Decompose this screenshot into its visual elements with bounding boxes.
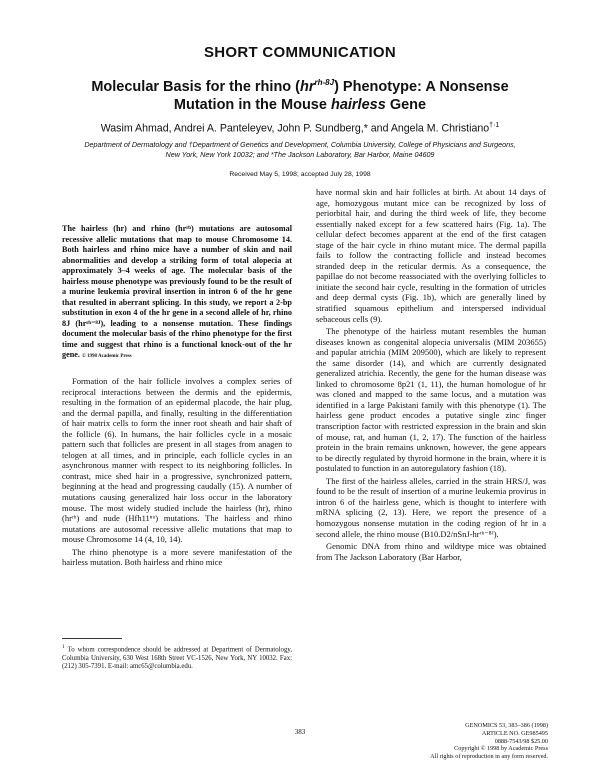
footnote-divider (62, 638, 122, 639)
title-part-b: ) Phenotype: A Nonsense (334, 78, 509, 95)
paragraph: The phenotype of the hairless mutant resembles the human diseases known as congenital alopecia universalis (MIM 203655) and papular atrichia (MIM 209500), which are likely to represent the same disorder (14), and which are currently designated generalized atrichia. Recently, the gene for the human disease was linked to chromosome 8p21 (1, 11), the human homologue of hr was cloned and mapped to the same locus, and a mutation was identified in a large Pakistani family with this phenotype (1). The hairless gene product encodes a putative single zinc finger transcription factor with restricted expression in the brain and skin of mouse, rat, and human (1, 2, 17). The function of the hairless protein in the brain remains unknown, however, the gene appears to be directly regulated by thyroid hormone in the brain, where it is postulated to function in an autoregulatory fashion (18). (316, 326, 546, 474)
article-number: ARTICLE NO. GE985495 (481, 729, 548, 737)
title-gene-symbol: hr (300, 78, 315, 95)
abstract (62, 224, 292, 363)
left-column-body (62, 376, 292, 570)
abstract-text: The hairless (hr) and rhino (hrʳʰ) mutations are autosomal recessive allelic mutations that map to mouse Chromosome 14. Both hairless and rhino mice have a number of skin and nail abnormalities and develop a striking form of total alopecia at approximately 3–4 weeks of age. The molecular basis of the hairless mouse phenotype was previously found to be the result of a murine leukemia proviral insertion in intron 6 of the hr gene that resulted in aberrant splicing. In this study, we report a 2-bp substitution in exon 4 of the hr gene in a second allele of hr, rhino 8J (hrʳʰ⁻⁸ᴶ), leading to a nonsense mutation. These findings document the molecular basis of the rhino phenotype for the first time and suggest that rhino is a functional knock-out of the hr gene. (62, 224, 292, 359)
abstract-block (62, 224, 292, 363)
title-hairless: hairless (330, 96, 386, 113)
issn-price: 0888-7543/98 $25.00 (494, 737, 548, 745)
right-column-body (316, 187, 546, 564)
footnote-text: To whom correspondence should be addressed at Department of Dermatology, Columbia University, 630 West 168th Street VC-1526, New York, NY 10032. Fax: (212) 305-7391. E-mail: amc65@columbia.edu. (62, 646, 293, 671)
section-label: SHORT COMMUNICATION (203, 44, 397, 61)
affiliation-line-1: Department of Dermatology and †Department of Genetics and Development, Columbia University, College of Physicians and Surgeons, (84, 140, 516, 149)
title-part-d: Gene (385, 96, 427, 113)
footnote-mark: 1 (62, 644, 65, 650)
paragraph: The rhino phenotype is a more severe manifestation of the hairless mutation. Both hairless and rhino mice (62, 546, 292, 568)
correspondence-footnote (62, 643, 292, 671)
title-part-a: Molecular Basis for the rhino ( (91, 78, 301, 95)
article-title (60, 74, 540, 114)
affiliations (70, 140, 530, 160)
title-allele-superscript: rh-8J (314, 78, 335, 87)
page-number: 383 (294, 728, 306, 736)
paragraph: The first of the hairless alleles, carried in the strain HRS/J, was found to be the result of insertion of a murine leukemia provirus in intron 6 of the hairless gene, which is thought to interfere with mRNA splicing (2, 13). Here, we report the presence of a homozygous nonsense mutation in the coding region of hr in a second allele, the rhino mouse (B10.D2/nSnJ-hrʳʰ⁻⁸ᴶ). (316, 475, 546, 539)
author-marks: †·1 (489, 122, 500, 129)
paragraph: Genomic DNA from rhino and wildtype mice was obtained from The Jackson Laboratory (Bar Harbor, (316, 541, 546, 562)
received-accepted-dates: Received May 5, 1998; accepted July 28, 1998 (229, 171, 371, 178)
author-list (0, 122, 600, 135)
journal-info (388, 722, 548, 761)
rights-line: All rights of reproduction in any form reserved. (430, 753, 548, 761)
journal-citation: GENOMICS 53, 383–386 (1998) (465, 722, 548, 729)
copyright-line: Copyright © 1998 by Academic Press (454, 745, 548, 753)
author-names: Wasim Ahmad, Andrei A. Panteleyev, John P. Sundberg,* and Angela M. Christiano (100, 122, 490, 135)
paragraph: have normal skin and hair follicles at birth. At about 14 days of age, homozygous mutant mice can be recognized by loss of periorbital hair, and during the third week of life, they become essentially naked except for a few scattered hairs (Fig. 1a). The cellular defect becomes apparent at the end of the first catagen stage of the hair cycle in rhino mutant mice. The dermal papilla fails to follow the contracting follicle and instead becomes stranded deep in the reticular dermis. As a consequence, the papillae do not become reassociated with the overlying follicles to initiate the second hair cycle, resulting in the formation of utricles and deep dermal cysts (Fig. 1b), which are generally lined by stratified squamous epithelium and interspersed individual sebaceous cells (9). (316, 187, 546, 324)
affiliation-line-2: New York, New York 10032; and *The Jackson Laboratory, Bar Harbor, Maine 04609 (165, 150, 435, 159)
paragraph: Formation of the hair follicle involves a complex series of reciprocal interactions between the dermis and the epidermis, resulting in the formation of an epidermal placode, the hair plug, and the dermal papilla, and finally, resulting in the differentiation of hair matrix cells to form the inner root sheath and hair shaft of the follicle (6). In humans, the hair follicles cycle in a mosaic pattern such that follicles are present in all stages from anagen to telogen at all times, and in principle, each follicle cycles in an asynchronous manner with respect to its neighboring follicles. In contrast, mice shed hair in a progressive, synchronized pattern, beginning at the head and progressing caudally (15). A number of mutations causing generalized hair loss occur in the laboratory mouse. The most widely studied include the hairless (hr), rhino (hrʳʰ) and nude (Hfh11ⁿᵘ) mutations. The hairless and rhino mutations are autosomal recessive allelic mutations that map to mouse Chromosome 14 (4, 10, 14). (62, 376, 292, 545)
abstract-copyright: © 1998 Academic Press (82, 354, 132, 359)
title-part-c: Mutation in the Mouse (173, 96, 331, 113)
